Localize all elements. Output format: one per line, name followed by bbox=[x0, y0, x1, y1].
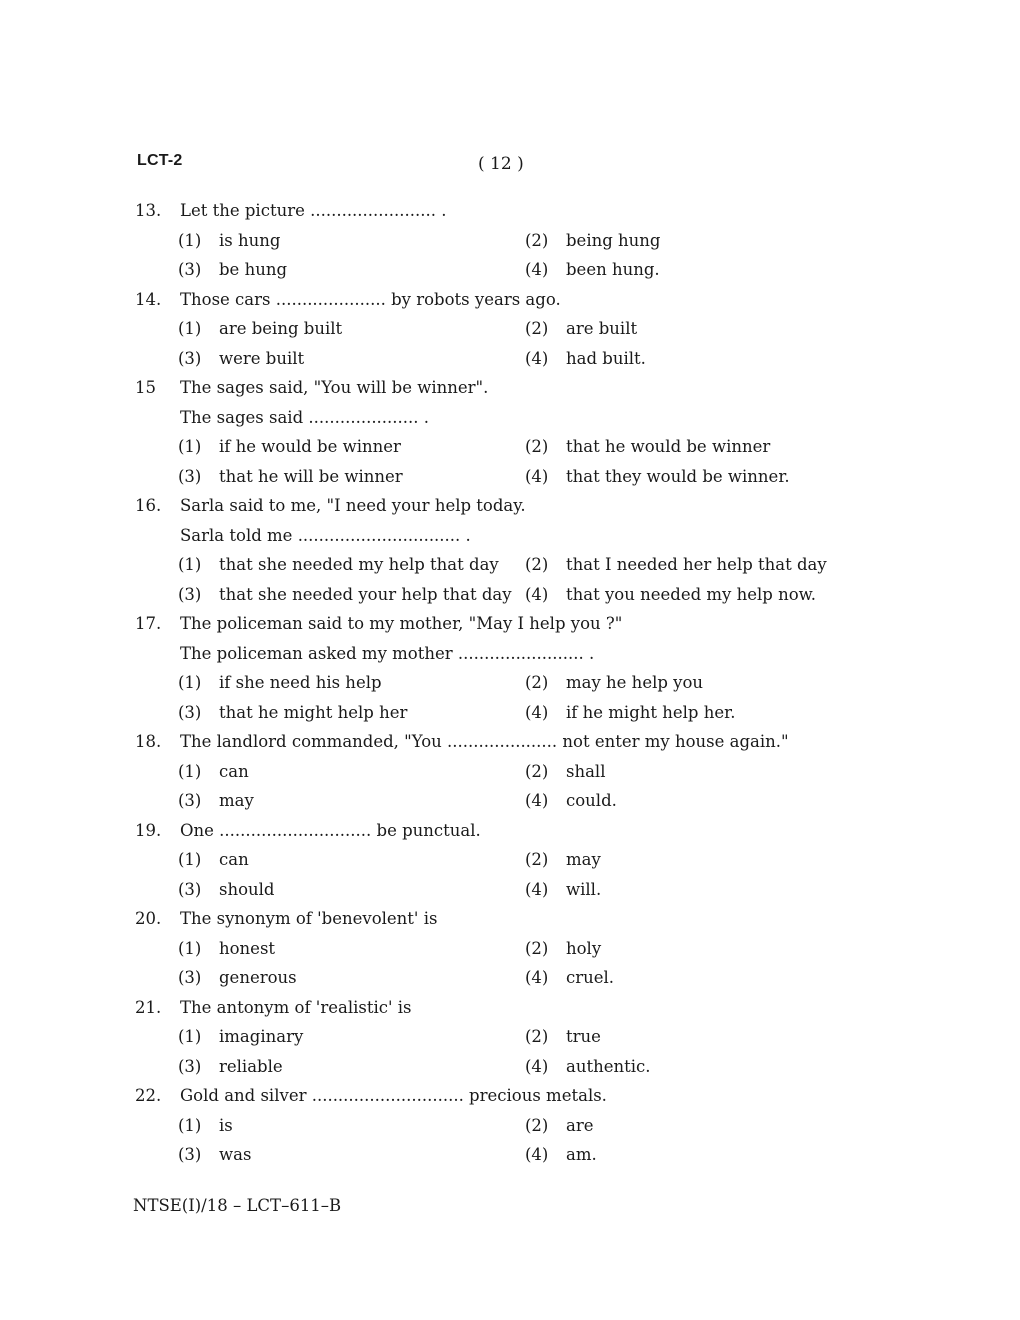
option-number: (3) bbox=[178, 1056, 202, 1076]
option-4 bbox=[525, 1145, 845, 1164]
question-text: The landlord commanded, "You ..................... not enter my house again." bbox=[180, 732, 789, 752]
option-4 bbox=[525, 585, 845, 604]
question-number: 13. bbox=[135, 201, 162, 221]
option-number: (4) bbox=[525, 466, 549, 486]
option-text: that she needed your help that day bbox=[219, 584, 512, 604]
question-stem bbox=[133, 491, 853, 521]
question-stem bbox=[133, 816, 853, 846]
option-number: (2) bbox=[525, 437, 549, 457]
page-number: ( 12 ) bbox=[478, 154, 524, 174]
option-row bbox=[133, 550, 853, 580]
option-number: (2) bbox=[525, 761, 549, 781]
option-text: can bbox=[219, 761, 249, 781]
option-text: am. bbox=[566, 1145, 597, 1165]
option-number: (3) bbox=[178, 584, 202, 604]
question-22 bbox=[133, 1081, 853, 1170]
option-row bbox=[133, 580, 853, 610]
option-text: if he might help her. bbox=[566, 702, 736, 722]
option-1 bbox=[133, 1116, 525, 1135]
option-4 bbox=[525, 791, 845, 810]
question-text: The antonym of 'realistic' is bbox=[180, 997, 412, 1017]
question-17 bbox=[133, 609, 853, 727]
option-text: generous bbox=[219, 968, 297, 988]
option-text: imaginary bbox=[219, 1027, 304, 1047]
option-3 bbox=[133, 791, 525, 810]
option-number: (1) bbox=[178, 938, 202, 958]
option-text: that you needed my help now. bbox=[566, 584, 817, 604]
option-4 bbox=[525, 880, 845, 899]
page-code: LCT-2 bbox=[137, 152, 183, 169]
option-text: was bbox=[219, 1145, 252, 1165]
option-text: be hung bbox=[219, 260, 288, 280]
option-text: that he will be winner bbox=[219, 466, 403, 486]
option-number: (1) bbox=[178, 319, 202, 339]
option-text: can bbox=[219, 850, 249, 870]
option-3 bbox=[133, 1145, 525, 1164]
question-text: The sages said, "You will be winner". bbox=[180, 378, 489, 398]
option-text: may bbox=[566, 850, 601, 870]
option-3 bbox=[133, 703, 525, 722]
option-number: (4) bbox=[525, 1145, 549, 1165]
option-1 bbox=[133, 673, 525, 692]
option-text: being hung bbox=[566, 230, 661, 250]
option-4 bbox=[525, 968, 845, 987]
option-row bbox=[133, 786, 853, 816]
option-number: (4) bbox=[525, 968, 549, 988]
option-text: will. bbox=[566, 879, 602, 899]
option-number: (1) bbox=[178, 437, 202, 457]
question-number: 15 bbox=[135, 378, 156, 398]
question-text: One ............................. be punctual. bbox=[180, 820, 481, 840]
option-row bbox=[133, 226, 853, 256]
option-row bbox=[133, 462, 853, 492]
option-2 bbox=[525, 1027, 845, 1046]
option-number: (2) bbox=[525, 1115, 549, 1135]
question-19 bbox=[133, 816, 853, 905]
option-number: (1) bbox=[178, 1115, 202, 1135]
question-number: 16. bbox=[135, 496, 162, 516]
question-16 bbox=[133, 491, 853, 609]
question-stem bbox=[133, 285, 853, 315]
option-text: is hung bbox=[219, 230, 281, 250]
option-number: (4) bbox=[525, 348, 549, 368]
option-row bbox=[133, 668, 853, 698]
question-text: The sages said ..................... . bbox=[180, 407, 430, 427]
question-text: The policeman asked my mother ........................ . bbox=[180, 643, 595, 663]
question-number: 19. bbox=[135, 820, 162, 840]
question-21 bbox=[133, 993, 853, 1082]
option-row bbox=[133, 1052, 853, 1082]
option-row bbox=[133, 255, 853, 285]
question-stem bbox=[133, 639, 853, 669]
option-text: are bbox=[566, 1115, 594, 1135]
option-3 bbox=[133, 585, 525, 604]
option-row bbox=[133, 757, 853, 787]
question-15 bbox=[133, 373, 853, 491]
option-number: (3) bbox=[178, 879, 202, 899]
option-text: if he would be winner bbox=[219, 437, 401, 457]
question-number: 20. bbox=[135, 909, 162, 929]
option-number: (4) bbox=[525, 260, 549, 280]
option-text: holy bbox=[566, 938, 602, 958]
option-row bbox=[133, 845, 853, 875]
option-text: are built bbox=[566, 319, 638, 339]
option-text: true bbox=[566, 1027, 601, 1047]
option-number: (3) bbox=[178, 466, 202, 486]
question-stem bbox=[133, 727, 853, 757]
option-1 bbox=[133, 850, 525, 869]
question-number: 22. bbox=[135, 1086, 162, 1106]
question-stem bbox=[133, 609, 853, 639]
option-number: (2) bbox=[525, 319, 549, 339]
option-text: authentic. bbox=[566, 1056, 651, 1076]
option-text: that they would be winner. bbox=[566, 466, 790, 486]
question-stem bbox=[133, 196, 853, 226]
footer-code: NTSE(I)/18 – LCT–611–B bbox=[133, 1196, 342, 1215]
question-18 bbox=[133, 727, 853, 816]
option-text: if she need his help bbox=[219, 673, 382, 693]
option-text: that she needed my help that day bbox=[219, 555, 499, 575]
option-4 bbox=[525, 260, 845, 279]
option-text: reliable bbox=[219, 1056, 283, 1076]
option-row bbox=[133, 1140, 853, 1170]
option-number: (3) bbox=[178, 791, 202, 811]
option-2 bbox=[525, 762, 845, 781]
option-row bbox=[133, 698, 853, 728]
option-number: (4) bbox=[525, 791, 549, 811]
option-text: were built bbox=[219, 348, 305, 368]
option-4 bbox=[525, 349, 845, 368]
option-number: (3) bbox=[178, 968, 202, 988]
option-1 bbox=[133, 1027, 525, 1046]
option-text: had built. bbox=[566, 348, 646, 368]
option-3 bbox=[133, 349, 525, 368]
question-14 bbox=[133, 285, 853, 374]
option-number: (2) bbox=[525, 1027, 549, 1047]
option-row bbox=[133, 963, 853, 993]
question-stem bbox=[133, 1081, 853, 1111]
question-text: Gold and silver ............................. precious metals. bbox=[180, 1086, 607, 1106]
option-number: (2) bbox=[525, 230, 549, 250]
option-2 bbox=[525, 673, 845, 692]
option-number: (2) bbox=[525, 850, 549, 870]
question-text: The policeman said to my mother, "May I help you ?" bbox=[180, 614, 623, 634]
option-text: that he would be winner bbox=[566, 437, 771, 457]
option-row bbox=[133, 314, 853, 344]
option-3 bbox=[133, 467, 525, 486]
option-number: (2) bbox=[525, 938, 549, 958]
option-row bbox=[133, 875, 853, 905]
question-text: Sarla told me ............................... . bbox=[180, 525, 471, 545]
option-text: that I needed her help that day bbox=[566, 555, 827, 575]
option-1 bbox=[133, 762, 525, 781]
option-3 bbox=[133, 880, 525, 899]
option-2 bbox=[525, 437, 845, 456]
option-number: (1) bbox=[178, 230, 202, 250]
option-text: may he help you bbox=[566, 673, 704, 693]
option-row bbox=[133, 934, 853, 964]
option-number: (1) bbox=[178, 555, 202, 575]
question-stem bbox=[133, 373, 853, 403]
option-3 bbox=[133, 1057, 525, 1076]
question-text: The synonym of 'benevolent' is bbox=[180, 909, 438, 929]
option-text: are being built bbox=[219, 319, 343, 339]
option-2 bbox=[525, 231, 845, 250]
question-text: Those cars ..................... by robots years ago. bbox=[180, 289, 561, 309]
option-row bbox=[133, 1022, 853, 1052]
question-stem bbox=[133, 993, 853, 1023]
option-number: (4) bbox=[525, 584, 549, 604]
option-number: (4) bbox=[525, 879, 549, 899]
option-1 bbox=[133, 437, 525, 456]
option-number: (3) bbox=[178, 702, 202, 722]
option-number: (1) bbox=[178, 1027, 202, 1047]
option-1 bbox=[133, 555, 525, 574]
option-number: (4) bbox=[525, 702, 549, 722]
option-text: that he might help her bbox=[219, 702, 408, 722]
question-list bbox=[133, 196, 853, 1170]
option-2 bbox=[525, 1116, 845, 1135]
question-number: 14. bbox=[135, 289, 162, 309]
option-number: (3) bbox=[178, 348, 202, 368]
option-text: is bbox=[219, 1115, 233, 1135]
question-13 bbox=[133, 196, 853, 285]
option-text: cruel. bbox=[566, 968, 615, 988]
option-row bbox=[133, 1111, 853, 1141]
option-2 bbox=[525, 319, 845, 338]
question-number: 18. bbox=[135, 732, 162, 752]
option-text: honest bbox=[219, 938, 276, 958]
option-number: (1) bbox=[178, 673, 202, 693]
question-number: 17. bbox=[135, 614, 162, 634]
option-4 bbox=[525, 703, 845, 722]
option-number: (1) bbox=[178, 850, 202, 870]
option-number: (3) bbox=[178, 1145, 202, 1165]
option-2 bbox=[525, 555, 845, 574]
option-1 bbox=[133, 319, 525, 338]
question-stem bbox=[133, 521, 853, 551]
option-number: (1) bbox=[178, 761, 202, 781]
option-text: shall bbox=[566, 761, 606, 781]
option-3 bbox=[133, 968, 525, 987]
option-text: may bbox=[219, 791, 254, 811]
option-4 bbox=[525, 1057, 845, 1076]
option-number: (4) bbox=[525, 1056, 549, 1076]
option-1 bbox=[133, 231, 525, 250]
question-stem bbox=[133, 403, 853, 433]
question-stem bbox=[133, 904, 853, 934]
option-4 bbox=[525, 467, 845, 486]
option-2 bbox=[525, 850, 845, 869]
option-row bbox=[133, 344, 853, 374]
option-text: could. bbox=[566, 791, 617, 811]
option-1 bbox=[133, 939, 525, 958]
option-number: (3) bbox=[178, 260, 202, 280]
option-3 bbox=[133, 260, 525, 279]
option-number: (2) bbox=[525, 673, 549, 693]
option-2 bbox=[525, 939, 845, 958]
option-text: should bbox=[219, 879, 275, 899]
question-text: Sarla said to me, "I need your help today. bbox=[180, 496, 526, 516]
option-text: been hung. bbox=[566, 260, 660, 280]
option-row bbox=[133, 432, 853, 462]
question-number: 21. bbox=[135, 997, 162, 1017]
option-number: (2) bbox=[525, 555, 549, 575]
question-text: Let the picture ........................ . bbox=[180, 201, 447, 221]
question-20 bbox=[133, 904, 853, 993]
